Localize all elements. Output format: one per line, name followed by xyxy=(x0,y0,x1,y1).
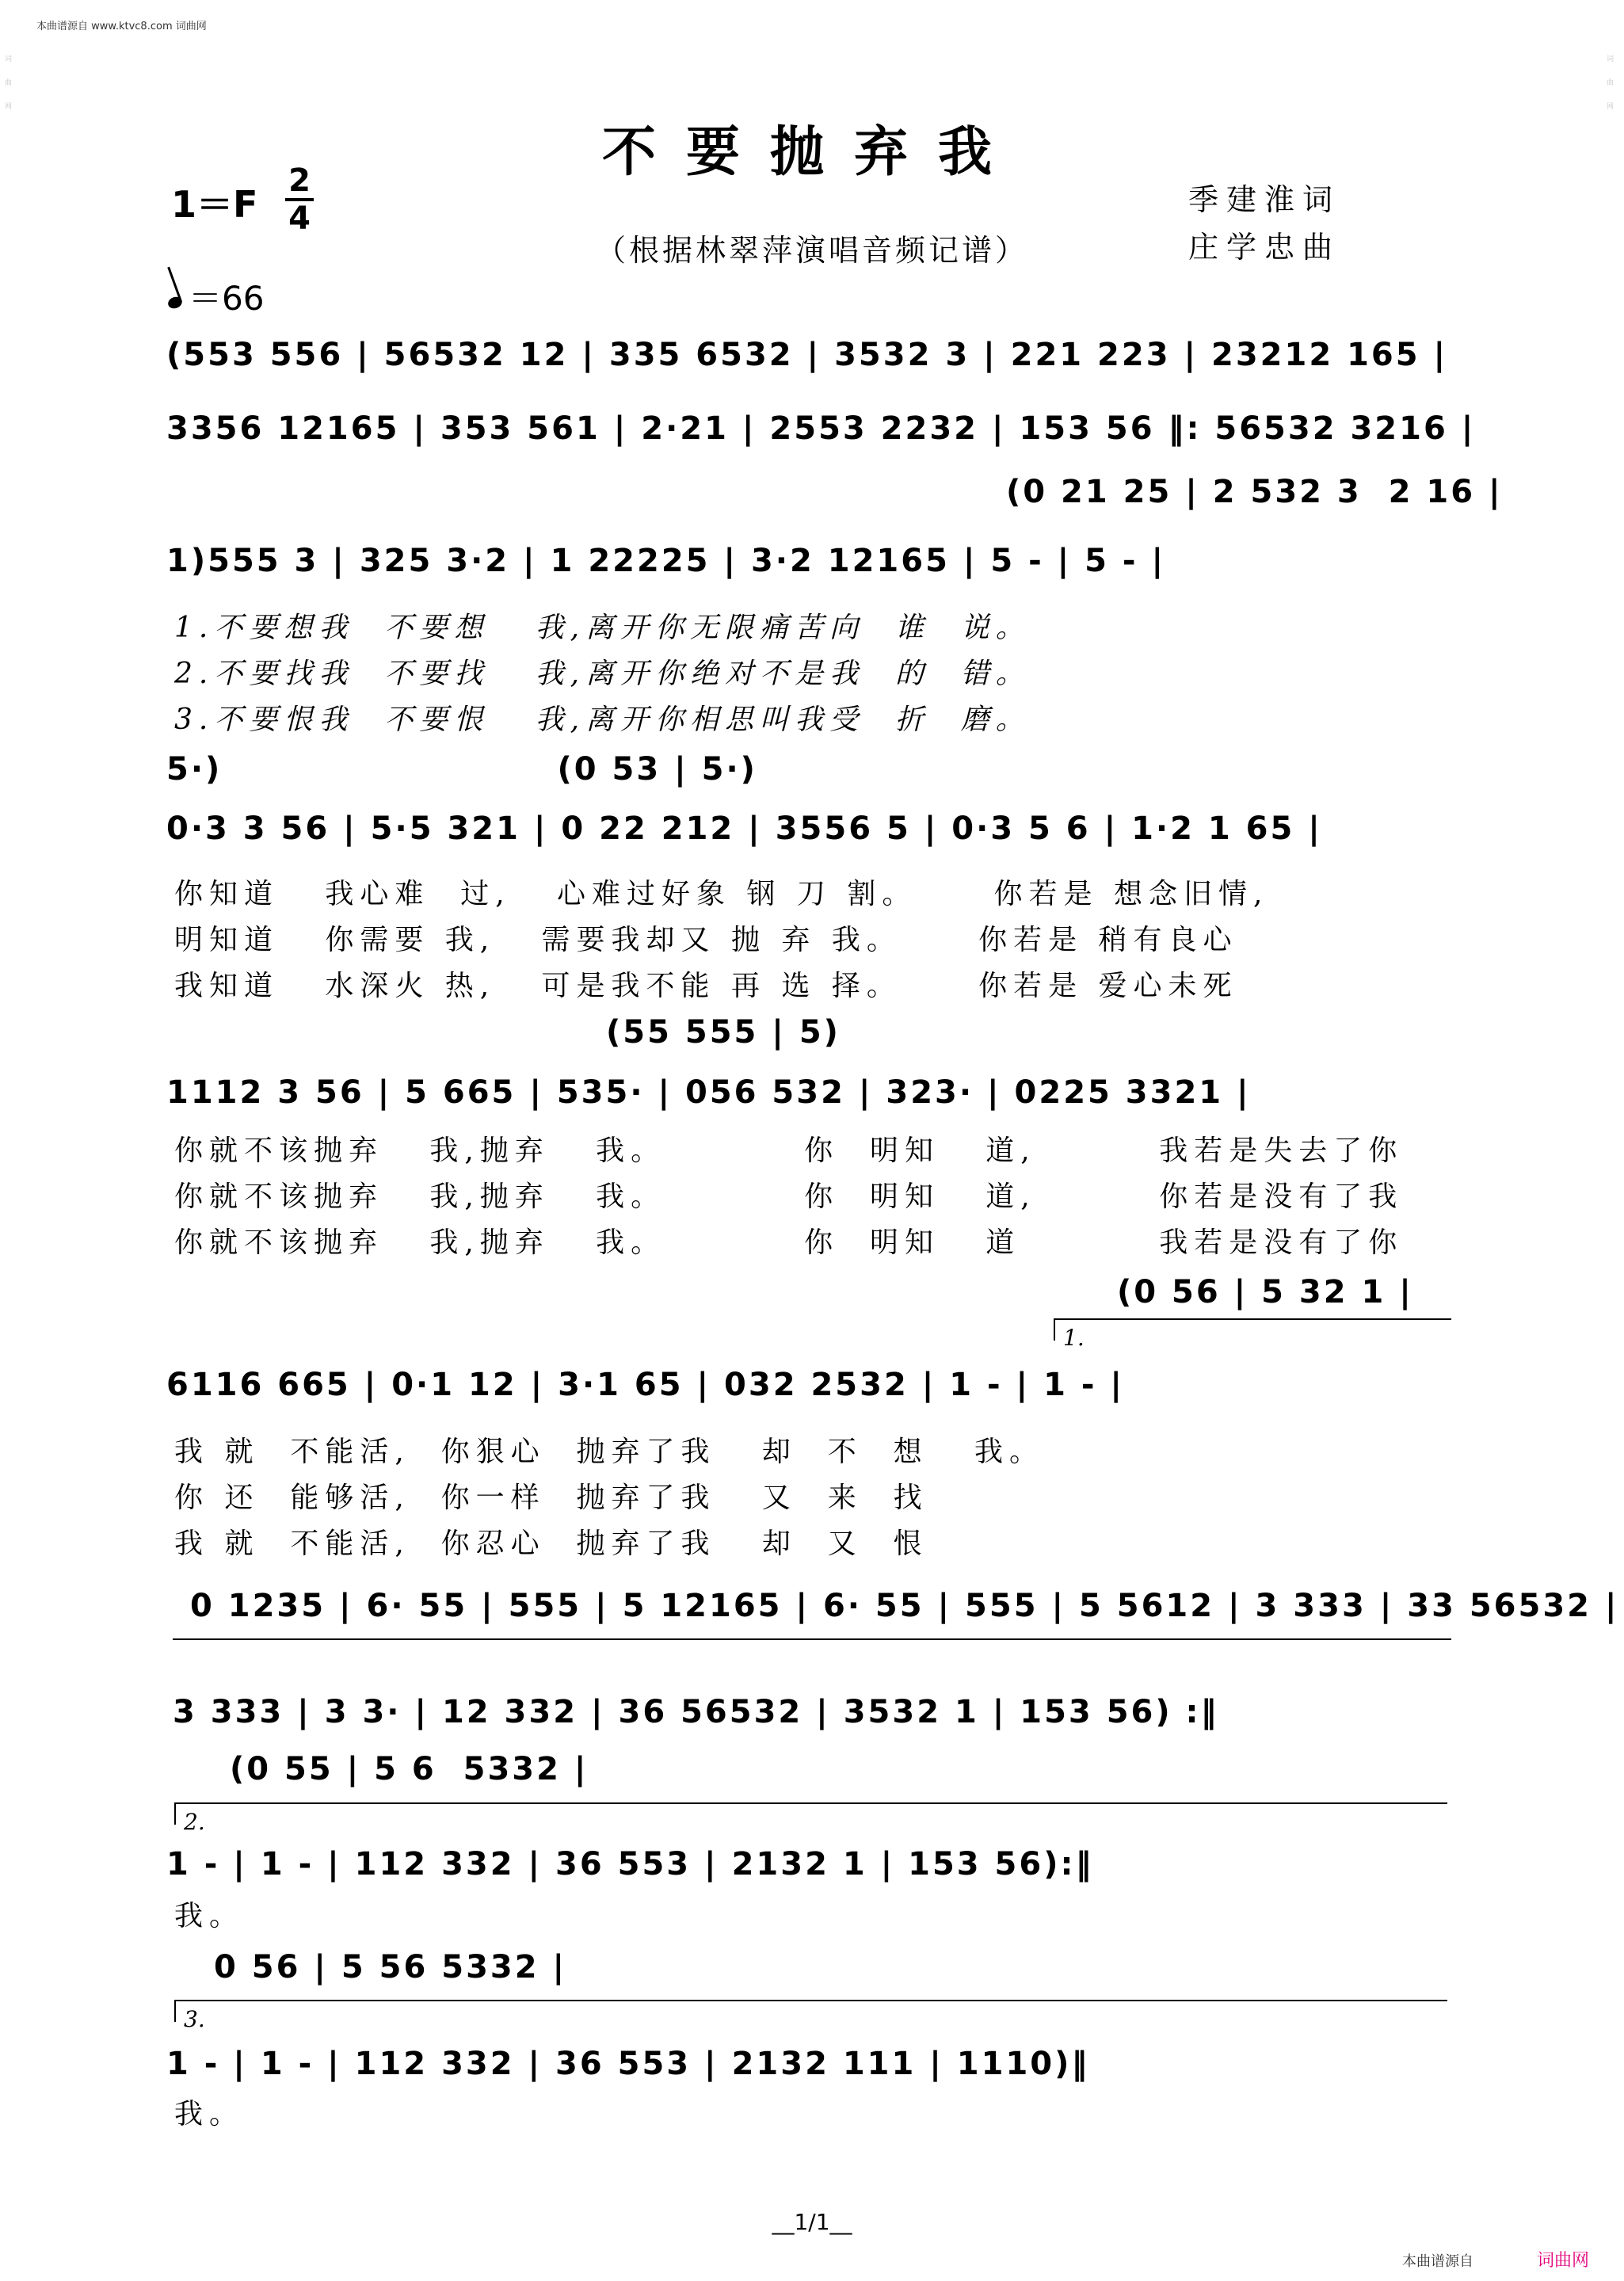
footer-logo: 词曲网 xyxy=(1537,2251,1590,2271)
time-signature-bottom: 4 xyxy=(288,200,311,237)
source-header: 本曲谱源自 www.ktvc8.com 词曲网 xyxy=(36,21,207,32)
time-signature xyxy=(285,162,314,237)
melody-row-9: (0 56 | 5 32 1 | xyxy=(1117,1274,1413,1310)
quarter-note-icon xyxy=(166,295,184,310)
verse-1-line-1: 1.不要想我 不要想 我,离开你无限痛苦向 谁 说。 xyxy=(174,612,1031,644)
volta-2 xyxy=(174,1802,1447,1835)
melody-row-2: 3356 12165 | 353 561 | 2·21 | 2553 2232 | 153 56 ‖: 56532 3216 | xyxy=(166,410,1476,447)
volta-3 xyxy=(174,2000,1447,2032)
verse-3-line-2: 你就不该抛弃 我,抛弃 我。 你 明知 道, 你若是没有了我 xyxy=(174,1181,1404,1213)
melody-row-7: (55 555 | 5) xyxy=(606,1014,841,1051)
melody-row-16: 1 - | 1 - | 112 332 | 36 553 | 2132 111 | 1110)‖ xyxy=(166,2046,1090,2082)
side-watermark-right: 词曲网 xyxy=(1607,55,1614,111)
verse-2-line-3: 我知道 水深火 热, 可是我不能 再 选 择。 你若是 爱心未死 xyxy=(174,970,1238,1002)
melody-row-14: 1 - | 1 - | 112 332 | 36 553 | 2132 1 | 153 56):‖ xyxy=(166,1846,1094,1882)
song-title: 不要抛弃我 xyxy=(601,120,1022,184)
ending-3-lyric: 我。 xyxy=(174,2098,245,2130)
verse-4-line-3: 我 就 不能活, 你忍心 抛弃了我 却 又 恨 xyxy=(174,1528,928,1560)
volta-1 xyxy=(1054,1318,1451,1351)
verse-4-line-2: 你 还 能够活, 你一样 抛弃了我 又 来 找 xyxy=(174,1482,928,1514)
volta-3-label: 3. xyxy=(184,2006,205,2032)
verse-3-line-3: 你就不该抛弃 我,抛弃 我。 你 明知 道 我若是没有了你 xyxy=(174,1226,1404,1259)
tempo-value: ＝66 xyxy=(189,279,265,318)
page-number: __1/1__ xyxy=(772,2209,852,2235)
melody-row-1: (553 556 | 56532 12 | 335 6532 | 3532 3 | 221 223 | 23212 165 | xyxy=(166,337,1448,373)
volta-1-label: 1. xyxy=(1063,1325,1085,1351)
melody-row-8: 1112 3 56 | 5 665 | 535· | 056 532 | 323· | 0225 3321 | xyxy=(166,1074,1251,1111)
melody-row-12: 3 333 | 3 3· | 12 332 | 36 56532 | 3532 1 | 153 56) :‖ xyxy=(173,1694,1219,1730)
melody-row-6: 0·3 3 56 | 5·5 321 | 0 22 212 | 3556 5 | 0·3 5 6 | 1·2 1 65 | xyxy=(166,811,1322,847)
lyricist: 季建淮词 xyxy=(1188,182,1341,217)
subtitle: （根据林翠萍演唱音频记谱） xyxy=(595,233,1028,268)
melody-row-15: 0 56 | 5 56 5332 | xyxy=(214,1949,567,1985)
melody-row-5: 5·) (0 53 | 5·) xyxy=(166,751,757,788)
melody-row-13: (0 55 | 5 6 5332 | xyxy=(230,1751,589,1787)
verse-1-line-3: 3.不要恨我 不要恨 我,离开你相思叫我受 折 磨。 xyxy=(174,704,1031,736)
side-watermark-left: 词曲网 xyxy=(5,55,13,111)
verse-1-line-2: 2.不要找我 不要找 我,离开你绝对不是我 的 错。 xyxy=(174,658,1031,690)
system-divider xyxy=(173,1638,1451,1640)
composer: 庄学忠曲 xyxy=(1188,230,1341,265)
melody-row-3: (0 21 25 | 2 532 3 2 16 | xyxy=(1006,474,1503,510)
melody-row-11: 0 1235 | 6· 55 | 555 | 5 12165 | 6· 55 | 555 | 5 5612 | 3 333 | 33 56532 | xyxy=(190,1588,1619,1624)
key-signature: 1＝F xyxy=(171,183,258,226)
verse-2-line-1: 你知道 我心难 过, 心难过好象 钢 刀 割。 你若是 想念旧情, xyxy=(174,878,1269,910)
footer-source: 本曲谱源自 xyxy=(1402,2253,1473,2270)
tempo-marking xyxy=(168,273,264,320)
ending-2-lyric: 我。 xyxy=(174,1900,245,1932)
time-signature-top: 2 xyxy=(288,162,311,199)
melody-row-4: 1)555 3 | 325 3·2 | 1 22225 | 3·2 12165 | 5 - | 5 - | xyxy=(166,543,1166,579)
volta-2-label: 2. xyxy=(184,1809,205,1835)
verse-4-line-1: 我 就 不能活, 你狠心 抛弃了我 却 不 想 我。 xyxy=(174,1436,1044,1468)
verse-2-line-2: 明知道 你需要 我, 需要我却又 抛 弃 我。 你若是 稍有良心 xyxy=(174,924,1238,956)
melody-row-10: 6116 665 | 0·1 12 | 3·1 65 | 032 2532 | 1 - | 1 - | xyxy=(166,1367,1124,1403)
verse-3-line-1: 你就不该抛弃 我,抛弃 我。 你 明知 道, 我若是失去了你 xyxy=(174,1135,1404,1167)
credits xyxy=(1188,176,1340,271)
